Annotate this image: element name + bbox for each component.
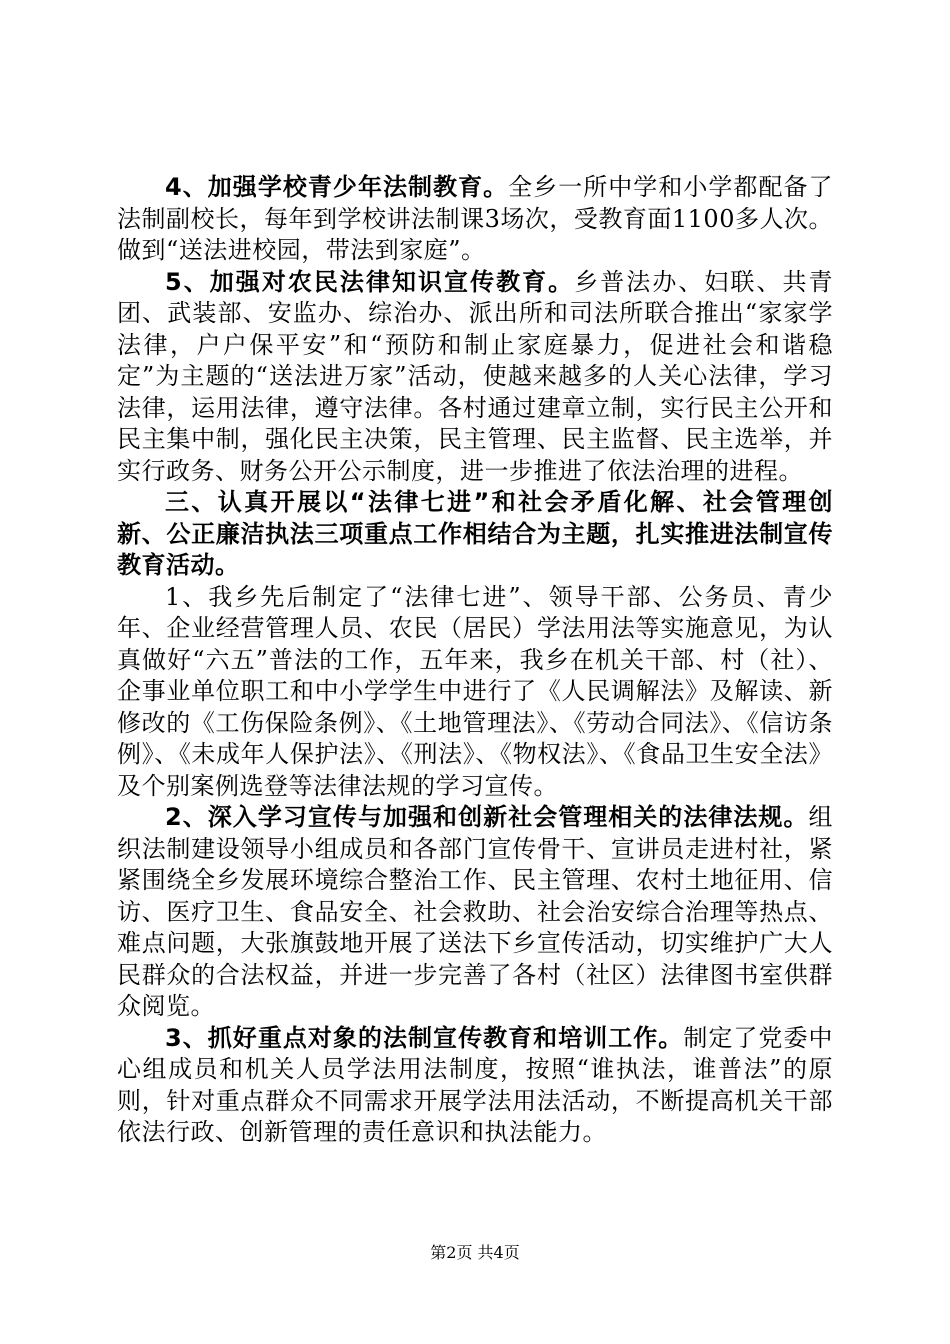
page-footer (0, 1243, 950, 1263)
paragraph-item-5 (117, 267, 833, 488)
section-heading-three (117, 487, 833, 582)
page-number: 第2页 共4页 (430, 1243, 520, 1262)
paragraph-text: 全乡一所中学和小学都配备了法制副校长，每年到学校讲法制课3场次，受教育面1100多人次。做到“送法进校园，带法到家庭”。 (117, 173, 834, 264)
paragraph-heading: 2、深入学习宣传与加强和创新社会管理相关的法律法规。 (165, 803, 809, 831)
paragraph-text: 乡普法办、妇联、共青团、武装部、安监办、综治办、派出所和司法所联合推出“家家学法律，户户保平安”和“预防和制止家庭暴力，促进社会和谐稳定”为主题的“送法进万家”活动，使越来越多的人关心法律，学习法律，运用法律，遵守法律。各村通过建章立制，实行民主公开和民主集中制，强化民主决策，民主管理、民主监督、民主选举，并实行政务、财务公开公示制度，进一步推进了依法治理的进程。 (117, 267, 834, 485)
paragraph-heading: 4、加强学校青少年法制教育。 (165, 173, 509, 201)
paragraph-text: 制定了党委中心组成员和机关人员学法用法制度，按照“谁执法，谁普法”的原则，针对重点群众不同需求开展学法用法活动，不断提高机关干部依法行政、创新管理的责任意识和执法能力。 (117, 1023, 833, 1146)
paragraph-heading: 5、加强对农民法律知识宣传教育。 (165, 267, 575, 296)
paragraph-item-4 (117, 172, 833, 267)
paragraph-item-2 (117, 802, 833, 1023)
paragraph-text: 1、我乡先后制定了“法律七进”、领导干部、公务员、青少年、企业经营管理人员、农民（居民）学法用法等实施意见，为认真做好“六五”普法的工作，五年来，我乡在机关干部、村（社）、企事业单位职工和中小学学生中进行了《人民调解法》及解读、新修改的《工伤保险条例》、《土地管理法》、《劳动合同法》、《信访条例》、《未成年人保护法》、《刑法》、《物权法》、《食品卫生安全法》及个别案例选登等法律法规的学习宣传。 (117, 582, 833, 800)
paragraph-item-3 (117, 1023, 833, 1149)
paragraph-heading: 3、抓好重点对象的法制宣传教育和培训工作。 (165, 1023, 684, 1052)
paragraph-item-1 (117, 582, 833, 803)
paragraph-text: 组织法制建设领导小组成员和各部门宣传骨干、宣讲员走进村社，紧紧围绕全乡发展环境综合整治工作、民主管理、农村土地征用、信访、医疗卫生、食品安全、社会救助、社会治安综合治理等热点、难点问题，大张旗鼓地开展了送法下乡宣传活动，切实维护广大人民群众的合法权益，并进一步完善了各村（社区）法律图书室供群众阅览。 (117, 803, 833, 1020)
document-body (117, 172, 833, 1149)
section-heading-text: 三、认真开展以“法律七进”和社会矛盾化解、社会管理创新、公正廉洁执法三项重点工作相结合为主题，扎实推进法制宣传教育活动。 (117, 488, 833, 579)
